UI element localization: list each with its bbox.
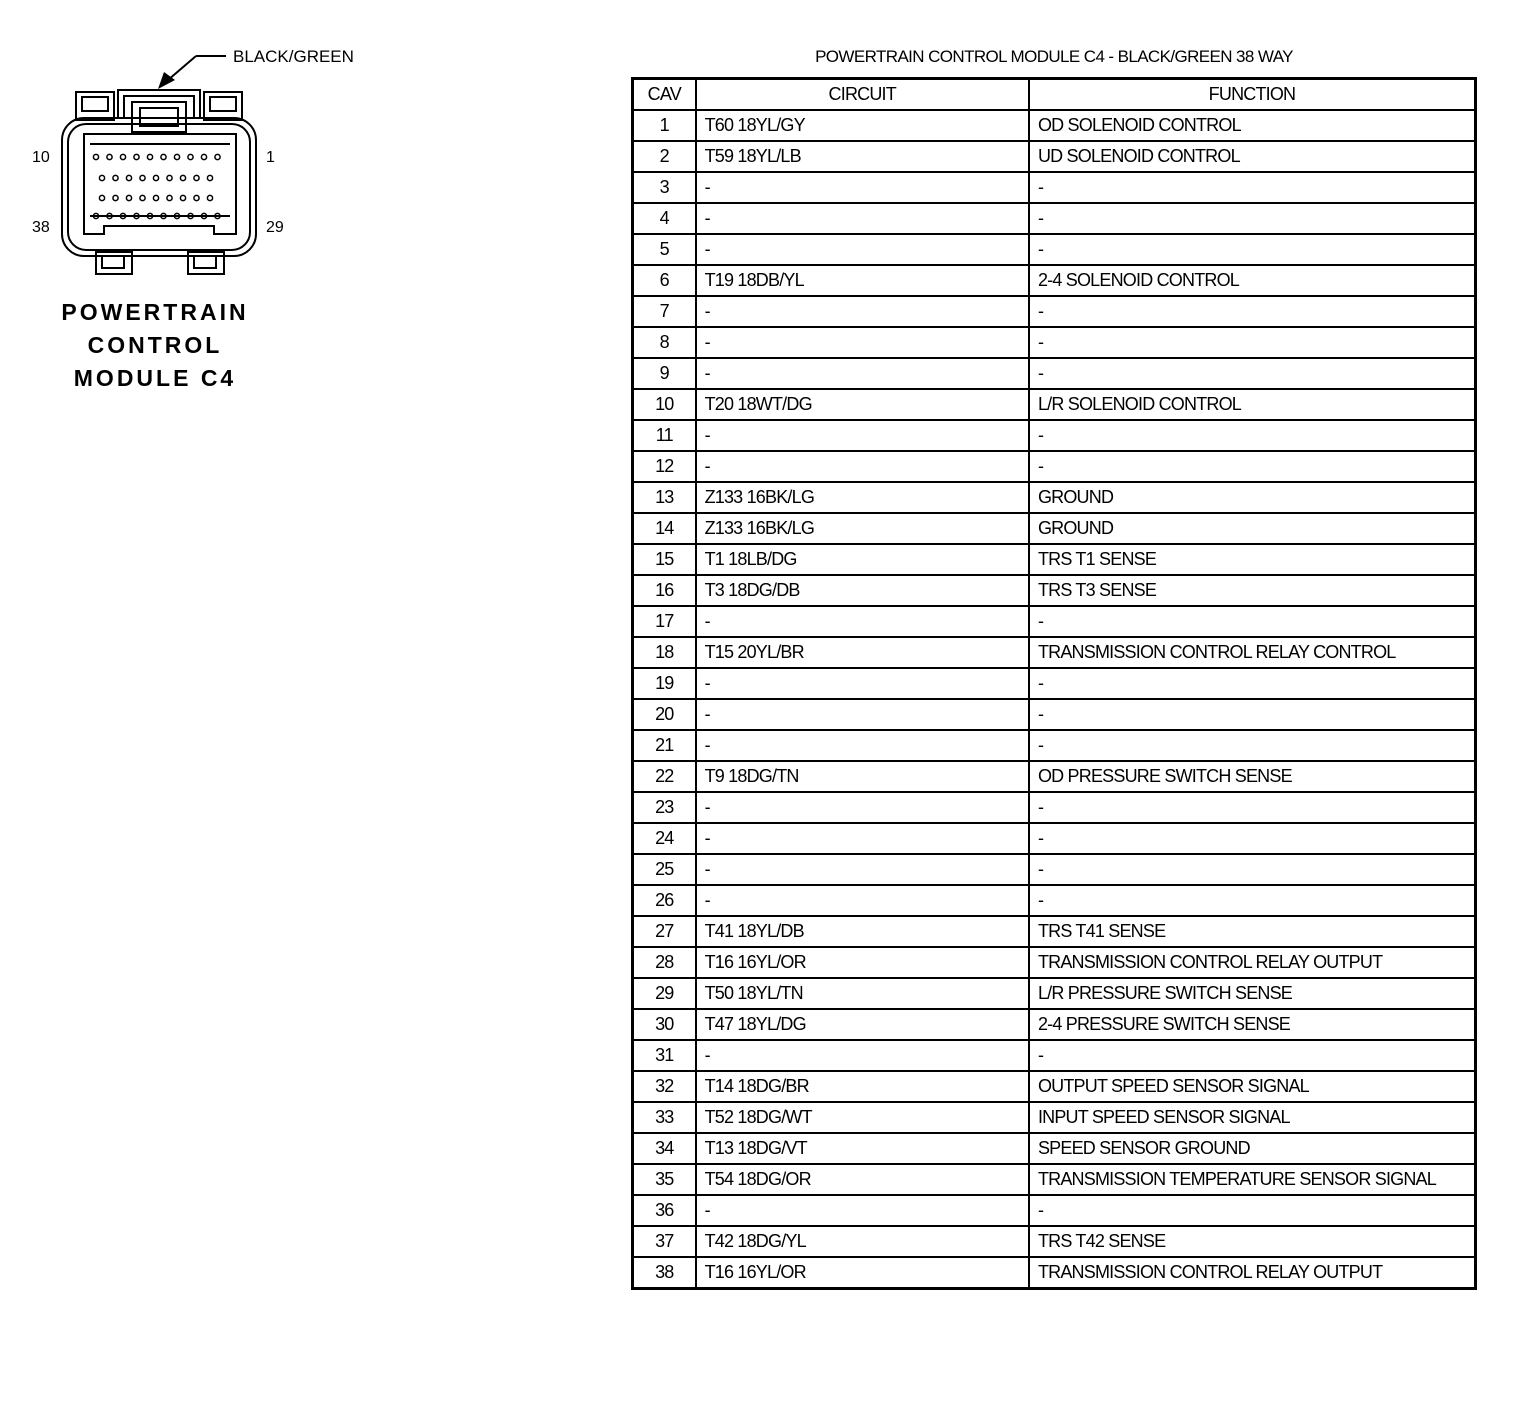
table-row [633, 451, 1476, 482]
cell-function: - [1029, 885, 1476, 916]
cell-function: UD SOLENOID CONTROL [1029, 141, 1476, 172]
pin-cavity [180, 195, 185, 200]
cell-circuit: - [696, 296, 1029, 327]
cell-cav: 3 [633, 172, 696, 203]
cell-function: - [1029, 203, 1476, 234]
table-row [633, 1133, 1476, 1164]
pin-cavity [201, 154, 206, 159]
module-name-line: MODULE C4 [73, 365, 237, 391]
cell-function: - [1029, 854, 1476, 885]
header-circuit: CIRCUIT [696, 79, 1029, 111]
cell-cav: 27 [633, 916, 696, 947]
cell-function: OUTPUT SPEED SENSOR SIGNAL [1029, 1071, 1476, 1102]
table-row [633, 947, 1476, 978]
cell-cav: 31 [633, 1040, 696, 1071]
pin-cavity [140, 195, 145, 200]
pin-cavity [161, 154, 166, 159]
cell-function: TRS T42 SENSE [1029, 1226, 1476, 1257]
pinout-table [631, 77, 1477, 1290]
pin-grid [93, 154, 220, 218]
table-row [633, 823, 1476, 854]
cell-function: - [1029, 823, 1476, 854]
cell-cav: 25 [633, 854, 696, 885]
cell-circuit: - [696, 699, 1029, 730]
cell-cav: 12 [633, 451, 696, 482]
cell-function: - [1029, 451, 1476, 482]
table-row [633, 1195, 1476, 1226]
pin-cavity [207, 195, 212, 200]
cell-function: TRS T41 SENSE [1029, 916, 1476, 947]
table-row [633, 234, 1476, 265]
pin-label-top-left: 10 [32, 149, 50, 166]
cell-cav: 22 [633, 761, 696, 792]
cell-cav: 34 [633, 1133, 696, 1164]
cell-cav: 29 [633, 978, 696, 1009]
cell-circuit: T15 20YL/BR [696, 637, 1029, 668]
cell-cav: 37 [633, 1226, 696, 1257]
table-row [633, 110, 1476, 141]
cell-circuit: Z133 16BK/LG [696, 482, 1029, 513]
table-row [633, 1102, 1476, 1133]
table-row [633, 203, 1476, 234]
table-row [633, 358, 1476, 389]
connector-diagram [0, 0, 360, 290]
cell-circuit: - [696, 358, 1029, 389]
table-row [633, 699, 1476, 730]
table-row [633, 1257, 1476, 1289]
cell-circuit: T1 18LB/DG [696, 544, 1029, 575]
pin-label-top-right: 1 [266, 149, 275, 166]
cell-circuit: T3 18DG/DB [696, 575, 1029, 606]
table-row [633, 792, 1476, 823]
pin-cavity [134, 154, 139, 159]
cell-function: - [1029, 296, 1476, 327]
table-row [633, 978, 1476, 1009]
table-row [633, 482, 1476, 513]
cell-function: - [1029, 730, 1476, 761]
cell-circuit: - [696, 451, 1029, 482]
table-row [633, 141, 1476, 172]
cell-circuit: - [696, 172, 1029, 203]
table-row [633, 296, 1476, 327]
cell-cav: 23 [633, 792, 696, 823]
cell-function: TRS T3 SENSE [1029, 575, 1476, 606]
cell-cav: 4 [633, 203, 696, 234]
cell-cav: 38 [633, 1257, 696, 1289]
cell-circuit: T60 18YL/GY [696, 110, 1029, 141]
cell-cav: 24 [633, 823, 696, 854]
table-row [633, 389, 1476, 420]
cell-cav: 36 [633, 1195, 696, 1226]
pin-cavity [167, 175, 172, 180]
pin-cavity [93, 154, 98, 159]
cell-circuit: T16 16YL/OR [696, 947, 1029, 978]
cell-cav: 14 [633, 513, 696, 544]
cell-function: - [1029, 699, 1476, 730]
cell-cav: 8 [633, 327, 696, 358]
cell-circuit: - [696, 420, 1029, 451]
cell-cav: 18 [633, 637, 696, 668]
table-row [633, 1040, 1476, 1071]
cell-function: L/R SOLENOID CONTROL [1029, 389, 1476, 420]
cell-circuit: T50 18YL/TN [696, 978, 1029, 1009]
cell-function: 2-4 PRESSURE SWITCH SENSE [1029, 1009, 1476, 1040]
module-name-line: CONTROL [87, 332, 223, 358]
table-row [633, 885, 1476, 916]
pin-cavity [126, 175, 131, 180]
module-name [40, 296, 270, 395]
cell-function: - [1029, 327, 1476, 358]
table-row [633, 1071, 1476, 1102]
cell-circuit: - [696, 730, 1029, 761]
connector-housing [62, 90, 256, 274]
cell-function: TRANSMISSION TEMPERATURE SENSOR SIGNAL [1029, 1164, 1476, 1195]
cell-cav: 10 [633, 389, 696, 420]
cell-circuit: T41 18YL/DB [696, 916, 1029, 947]
table-row [633, 730, 1476, 761]
pin-cavity [140, 175, 145, 180]
cell-circuit: - [696, 1195, 1029, 1226]
cell-function: SPEED SENSOR GROUND [1029, 1133, 1476, 1164]
table-row [633, 575, 1476, 606]
cell-circuit: - [696, 854, 1029, 885]
cell-circuit: T52 18DG/WT [696, 1102, 1029, 1133]
cell-circuit: T47 18YL/DG [696, 1009, 1029, 1040]
cell-circuit: T9 18DG/TN [696, 761, 1029, 792]
pin-cavity [113, 195, 118, 200]
pin-cavity [188, 154, 193, 159]
table-row [633, 761, 1476, 792]
table-row [633, 854, 1476, 885]
cell-circuit: T19 18DB/YL [696, 265, 1029, 296]
cell-function: OD PRESSURE SWITCH SENSE [1029, 761, 1476, 792]
cell-circuit: Z133 16BK/LG [696, 513, 1029, 544]
cell-cav: 28 [633, 947, 696, 978]
cell-cav: 5 [633, 234, 696, 265]
cell-circuit: T59 18YL/LB [696, 141, 1029, 172]
pin-cavity [194, 175, 199, 180]
cell-function: - [1029, 1195, 1476, 1226]
table-row [633, 916, 1476, 947]
cell-function: 2-4 SOLENOID CONTROL [1029, 265, 1476, 296]
cell-cav: 16 [633, 575, 696, 606]
cell-cav: 35 [633, 1164, 696, 1195]
cell-cav: 2 [633, 141, 696, 172]
cell-circuit: - [696, 327, 1029, 358]
arrow-head [158, 72, 175, 89]
table-row [633, 544, 1476, 575]
cell-cav: 11 [633, 420, 696, 451]
cell-circuit: - [696, 1040, 1029, 1071]
table-row [633, 1226, 1476, 1257]
cell-cav: 30 [633, 1009, 696, 1040]
header-function: FUNCTION [1029, 79, 1476, 111]
cell-circuit: - [696, 792, 1029, 823]
cell-circuit: T20 18WT/DG [696, 389, 1029, 420]
pin-cavity [126, 195, 131, 200]
cell-circuit: - [696, 823, 1029, 854]
header-cav: CAV [633, 79, 696, 111]
cell-circuit: - [696, 885, 1029, 916]
table-row [633, 606, 1476, 637]
cell-function: TRS T1 SENSE [1029, 544, 1476, 575]
cell-cav: 32 [633, 1071, 696, 1102]
header-row [633, 79, 1476, 111]
pin-label-bottom-right: 29 [266, 219, 284, 236]
cell-circuit: T42 18DG/YL [696, 1226, 1029, 1257]
pin-label-bottom-left: 38 [32, 219, 50, 236]
module-name-line: POWERTRAIN [61, 299, 249, 325]
cell-function: - [1029, 358, 1476, 389]
pin-cavity [167, 195, 172, 200]
cell-function: - [1029, 420, 1476, 451]
cell-circuit: T16 16YL/OR [696, 1257, 1029, 1289]
table-row [633, 513, 1476, 544]
cell-function: - [1029, 1040, 1476, 1071]
pin-cavity [194, 195, 199, 200]
table-row [633, 637, 1476, 668]
cell-function: TRANSMISSION CONTROL RELAY OUTPUT [1029, 1257, 1476, 1289]
pin-cavity [147, 154, 152, 159]
cell-function: GROUND [1029, 482, 1476, 513]
cell-cav: 20 [633, 699, 696, 730]
pin-cavity [113, 175, 118, 180]
pin-cavity [120, 154, 125, 159]
cell-cav: 13 [633, 482, 696, 513]
cell-circuit: T14 18DG/BR [696, 1071, 1029, 1102]
cell-function: - [1029, 234, 1476, 265]
cell-function: - [1029, 668, 1476, 699]
pin-cavity [215, 154, 220, 159]
pin-cavity [180, 175, 185, 180]
cell-function: INPUT SPEED SENSOR SIGNAL [1029, 1102, 1476, 1133]
cell-cav: 6 [633, 265, 696, 296]
cell-circuit: - [696, 606, 1029, 637]
cell-function: - [1029, 172, 1476, 203]
cell-function: - [1029, 606, 1476, 637]
cell-function: L/R PRESSURE SWITCH SENSE [1029, 978, 1476, 1009]
cell-cav: 21 [633, 730, 696, 761]
cell-cav: 33 [633, 1102, 696, 1133]
pin-cavity [207, 175, 212, 180]
cell-function: TRANSMISSION CONTROL RELAY OUTPUT [1029, 947, 1476, 978]
pin-cavity [174, 154, 179, 159]
cell-function: - [1029, 792, 1476, 823]
pin-cavity [99, 195, 104, 200]
table-row [633, 420, 1476, 451]
table-row [633, 327, 1476, 358]
cell-cav: 17 [633, 606, 696, 637]
cell-circuit: - [696, 668, 1029, 699]
cell-cav: 9 [633, 358, 696, 389]
cell-function: TRANSMISSION CONTROL RELAY CONTROL [1029, 637, 1476, 668]
table-row [633, 668, 1476, 699]
connector-color-label: BLACK/GREEN [233, 47, 354, 66]
table-row [633, 265, 1476, 296]
table-row [633, 172, 1476, 203]
cell-cav: 7 [633, 296, 696, 327]
pin-cavity [153, 195, 158, 200]
cell-circuit: T54 18DG/OR [696, 1164, 1029, 1195]
cell-cav: 15 [633, 544, 696, 575]
table-title: POWERTRAIN CONTROL MODULE C4 - BLACK/GREEN 38 WAY [815, 47, 1293, 66]
cell-circuit: - [696, 203, 1029, 234]
cell-cav: 19 [633, 668, 696, 699]
pin-cavity [153, 175, 158, 180]
table-row [633, 1164, 1476, 1195]
cell-circuit: - [696, 234, 1029, 265]
pin-cavity [99, 175, 104, 180]
cell-cav: 26 [633, 885, 696, 916]
cell-function: OD SOLENOID CONTROL [1029, 110, 1476, 141]
table-row [633, 1009, 1476, 1040]
cell-circuit: T13 18DG/VT [696, 1133, 1029, 1164]
table-body [633, 110, 1476, 1289]
cell-function: GROUND [1029, 513, 1476, 544]
cell-cav: 1 [633, 110, 696, 141]
pin-cavity [107, 154, 112, 159]
callout-arrow [168, 56, 226, 80]
